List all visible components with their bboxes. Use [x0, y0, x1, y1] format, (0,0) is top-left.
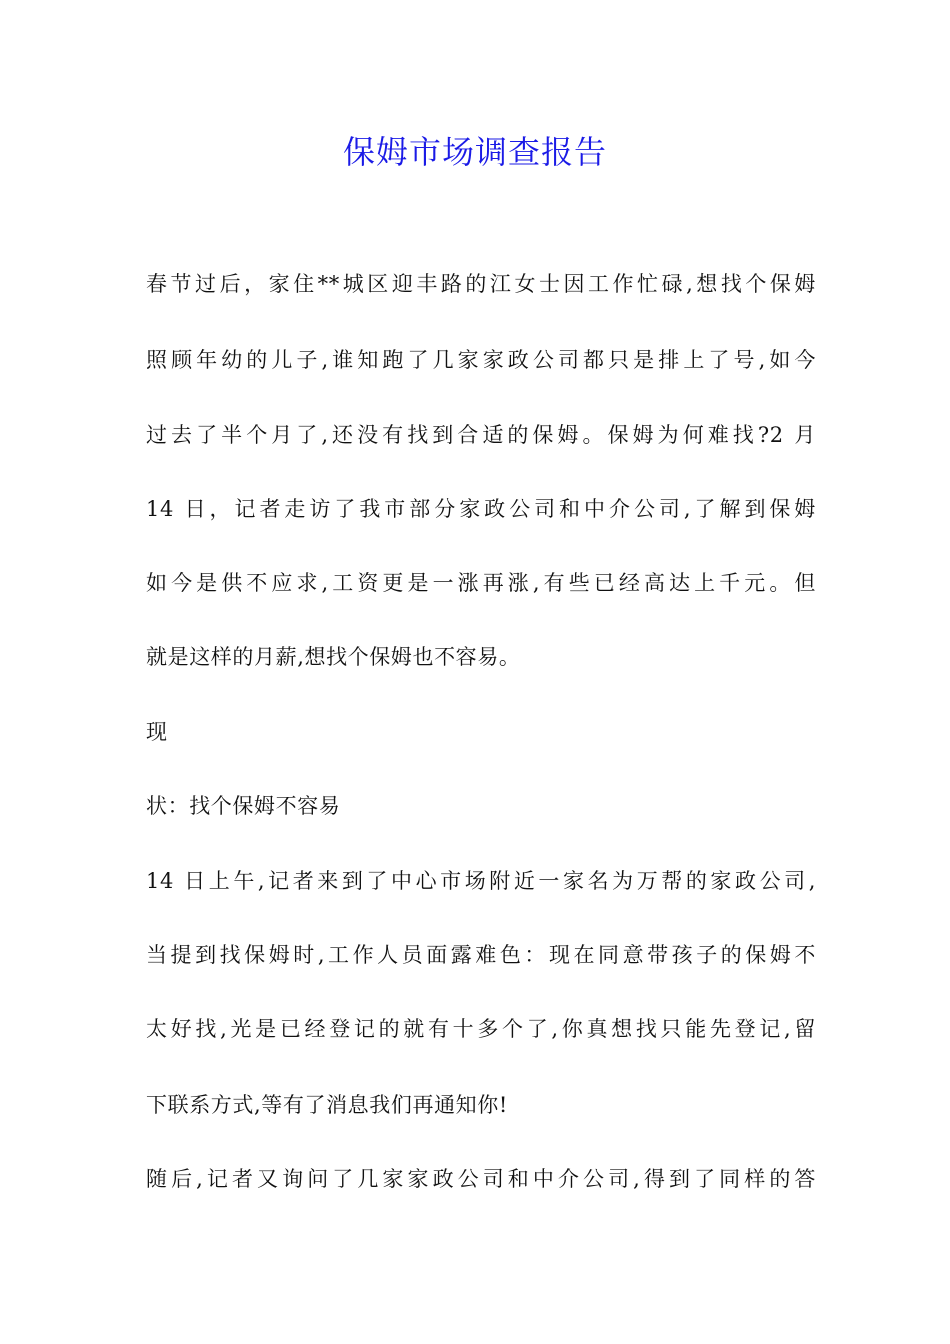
paragraph-line: 春节过后，家住**城区迎丰路的江女士因工作忙碌,想找个保姆 [146, 272, 816, 296]
paragraph-line: 随后,记者又询问了几家家政公司和中介公司,得到了同样的答 [146, 1167, 816, 1191]
paragraph-line: 现 [146, 720, 168, 744]
paragraph-line: 就是这样的月薪,想找个保姆也不容易。 [146, 645, 521, 669]
paragraph-line: 14 日，记者走访了我市部分家政公司和中介公司,了解到保姆 [146, 497, 816, 521]
document-title: 保姆市场调查报告 [342, 133, 607, 171]
paragraph-line: 当提到找保姆时,工作人员面露难色：现在同意带孩子的保姆不 [146, 943, 816, 967]
paragraph-line: 过去了半个月了,还没有找到合适的保姆。保姆为何难找?2 月 [146, 423, 816, 447]
paragraph-line: 太好找,光是已经登记的就有十多个了,你真想找只能先登记,留 [146, 1017, 816, 1041]
paragraph-line: 如今是供不应求,工资更是一涨再涨,有些已经高达上千元。但 [146, 571, 816, 595]
paragraph-line: 14 日上午,记者来到了中心市场附近一家名为万帮的家政公司, [146, 869, 816, 893]
paragraph-line: 照顾年幼的儿子,谁知跑了几家家政公司都只是排上了号,如今 [146, 348, 816, 372]
paragraph-line: 下联系方式,等有了消息我们再通知你! [146, 1093, 508, 1117]
section-heading: 状：找个保姆不容易 [146, 794, 341, 818]
